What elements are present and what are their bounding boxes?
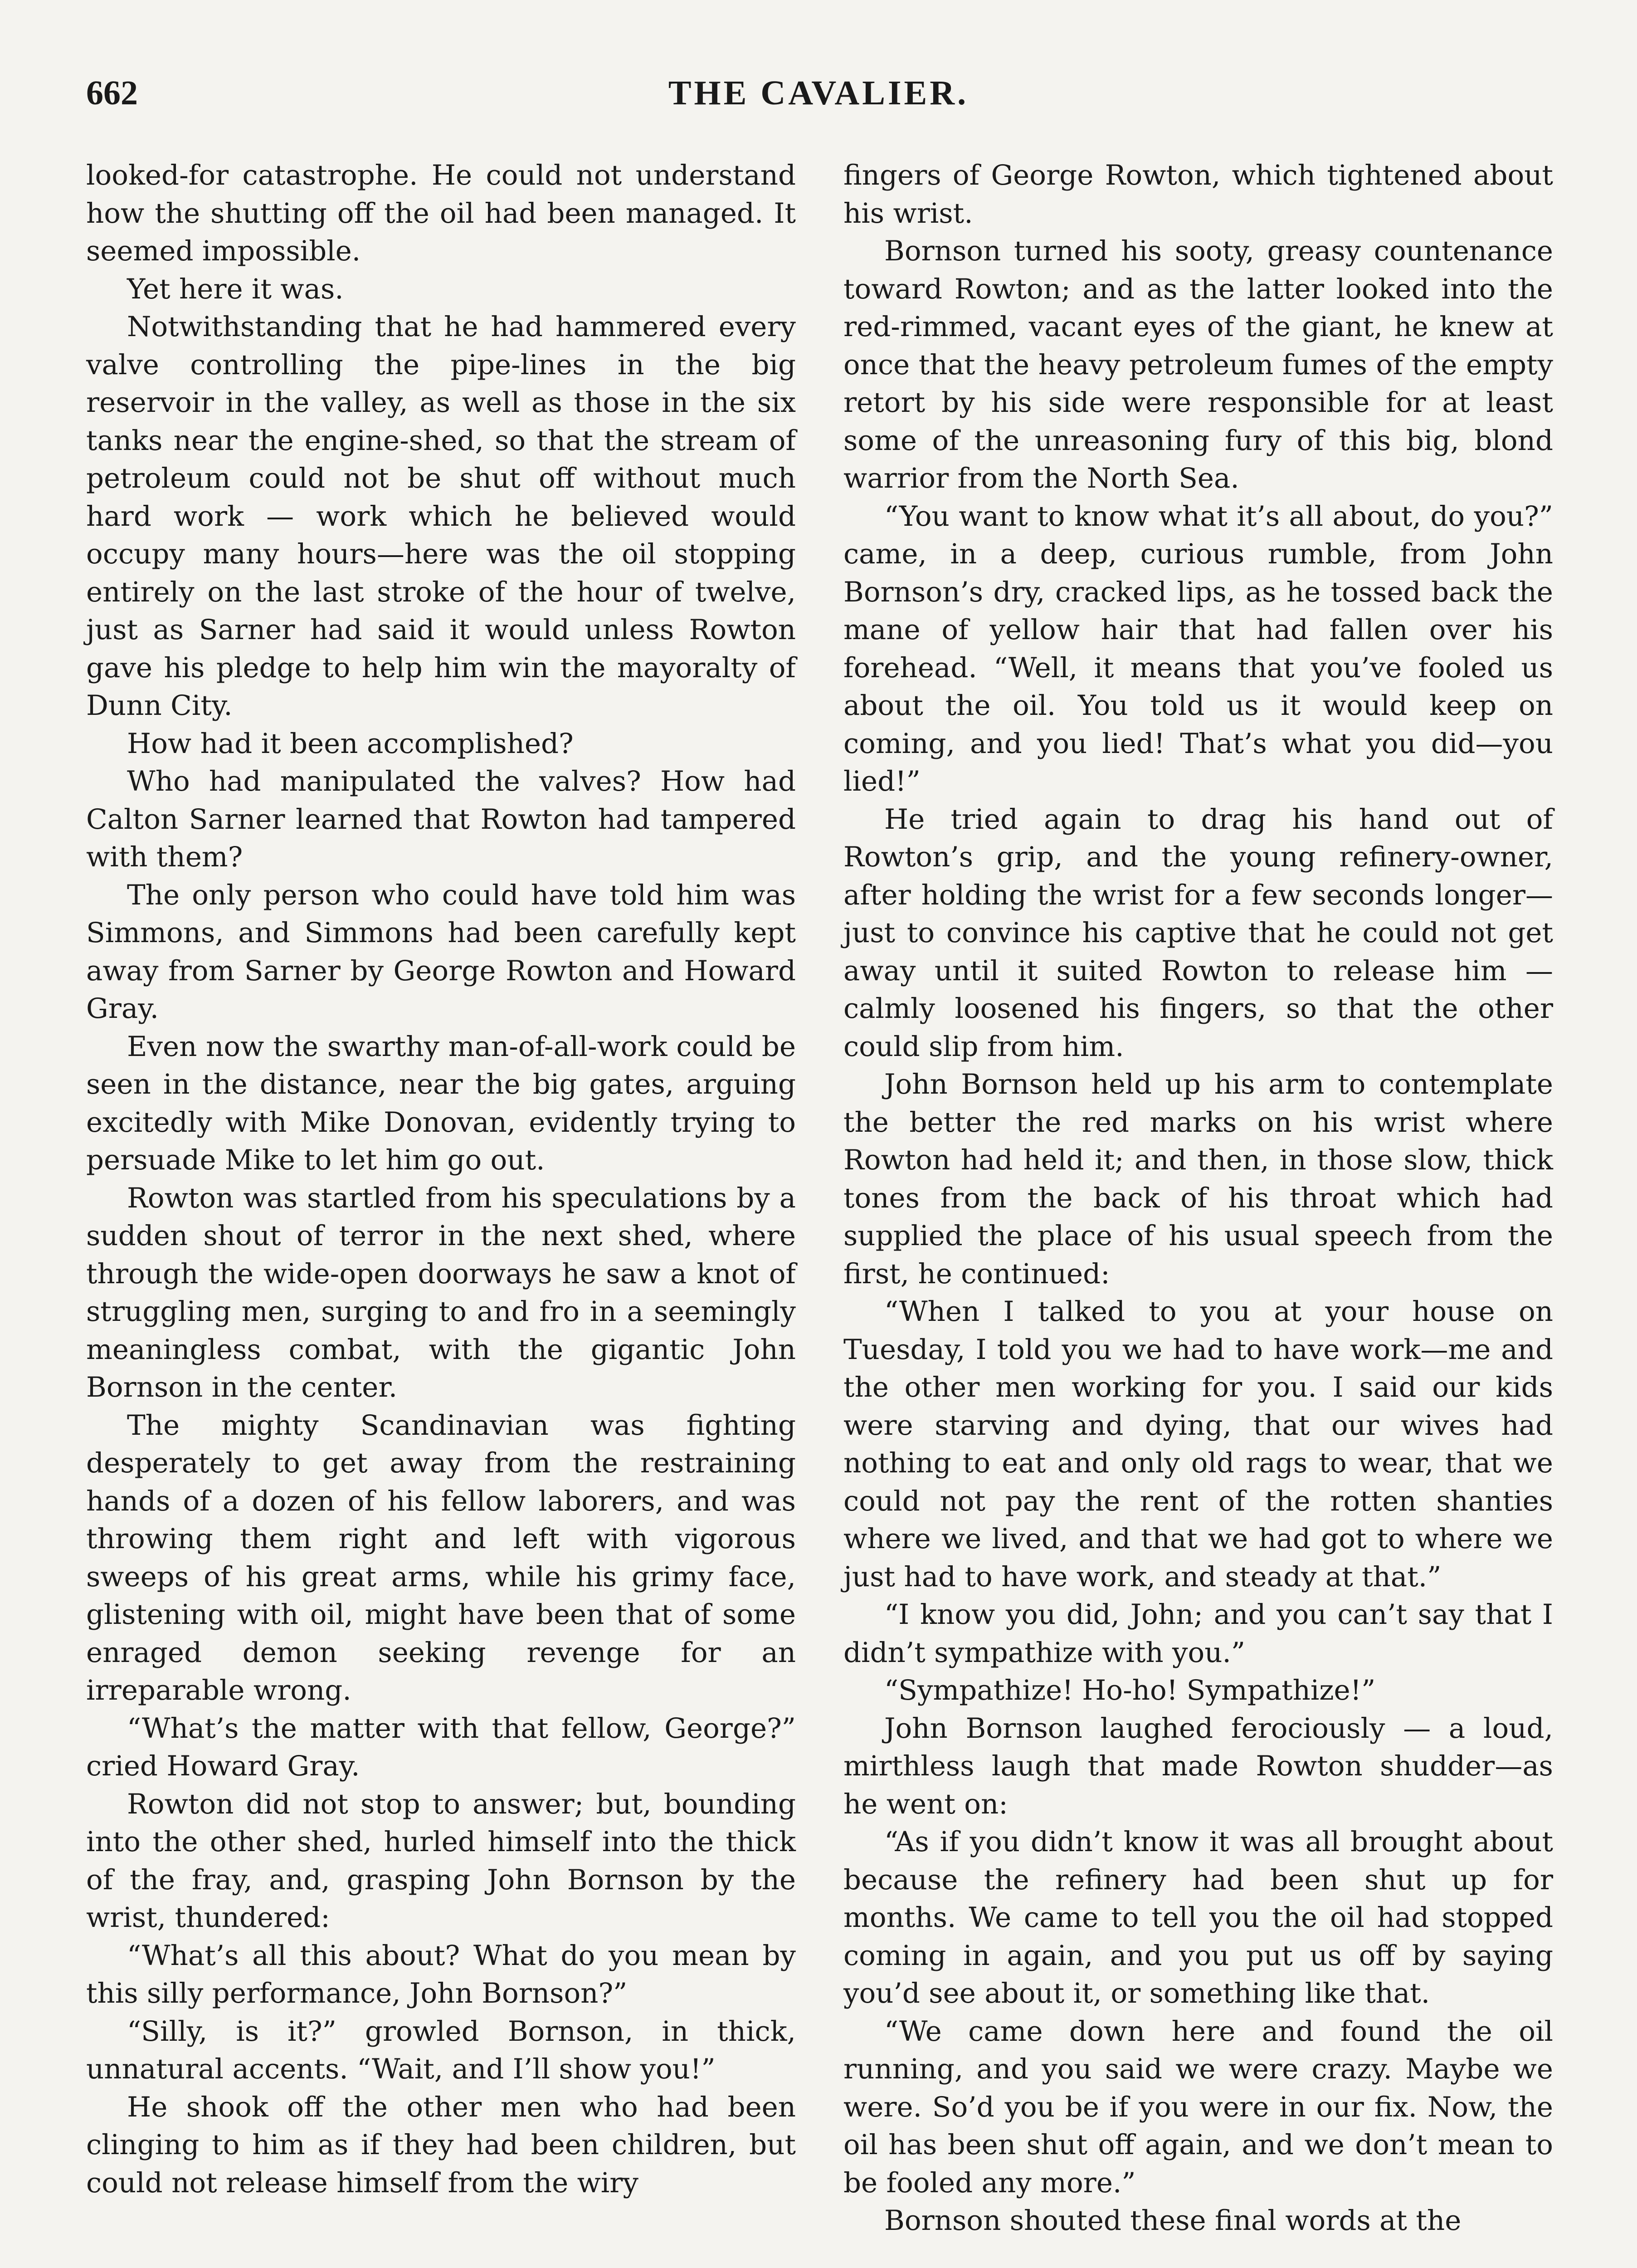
paragraph: “Sympathize! Ho-ho! Sympathize!” [884, 1674, 1376, 1706]
paragraph: “What’s all this about? What do you mean by this silly performance, John Bornson?” [86, 1939, 796, 2009]
paragraph: The mighty Scandinavian was fighting desperately to get away from the restraining hands of a dozen of his fellow laborers, and was throwing them right and left with vigorous sweeps of his great arms, while his grimy face, glistening with oil, might have been that of some enraged demon seeking revenge for an irreparable wrong. [86, 1409, 796, 1706]
paragraph: How had it been accomplished? [127, 727, 574, 760]
paragraph: looked-for catastrophe. He could not understand how the shutting off the oil had been managed. It seemed impossible. [86, 159, 796, 267]
right-column [843, 156, 1553, 2240]
paragraph: “When I talked to you at your house on Tuesday, I told you we had to have work—me and the other men working for you. I said our kids were starving and dying, that our wives had nothing to eat and only old rags to wear, that we could not pay the rent of the rotten shanties where we lived, and that we had got to where we just had to have work, and steady at that.” [843, 1295, 1553, 1593]
paragraph: Yet here it was. [127, 273, 344, 305]
paragraph: “What’s the matter with that fellow, George?” cried Howard Gray. [86, 1712, 796, 1782]
paragraph: He shook off the other men who had been clinging to him as if they had been children, but could not release himself from the wiry [86, 2091, 796, 2199]
paragraph: “Silly, is it?” growled Bornson, in thick, unnatural accents. “Wait, and I’ll show you!” [86, 2015, 796, 2085]
paragraph: John Bornson held up his arm to contemplate the better the red marks on his wrist where Rowton had held it; and then, in those slow, thick tones from the back of his throat which had supplied the place of his usual speech from the first, he continued: [843, 1068, 1553, 1290]
running-title: THE CAVALIER. [668, 74, 969, 112]
paragraph: Bornson turned his sooty, greasy countenance toward Rowton; and as the latter looked into the red-rimmed, vacant eyes of the giant, he knew at once that the heavy petroleum fumes of the empty retort by his side were responsible for at least some of the unreasoning fury of this big, blond warrior from the North Sea. [843, 235, 1553, 494]
paragraph: Who had manipulated the valves? How had Calton Sarner learned that Rowton had tampered with them? [86, 765, 796, 873]
paragraph: Notwithstanding that he had hammered every valve controlling the pipe-lines in the big reservoir in the valley, as well as those in the six tanks near the engine-shed, so that the stream of petroleum could not be shut off without much hard work — work which he believed would occupy many hours—here was the oil stopping entirely on the last stroke of the hour of twelve, just as Sarner had said it would unless Rowton gave his pledge to help him win the mayoralty of Dunn City. [86, 311, 796, 722]
paragraph: “As if you didn’t know it was all brought about because the refinery had been shut up for months. We came to tell you the oil had stopped coming in again, and you put us off by saying you’d see about it, or something like that. [843, 1826, 1553, 2009]
left-column [86, 156, 796, 2202]
page-header [86, 68, 1551, 118]
paragraph: “We came down here and found the oil running, and you said we were crazy. Maybe we were. So’d you be if you were in our fix. Now, the oil has been shut off again, and we don’t mean to be fooled any more.” [843, 2015, 1553, 2199]
paragraph: Bornson shouted these final words at the [884, 2204, 1462, 2237]
paragraph: John Bornson laughed ferociously — a loud, mirthless laugh that made Rowton shudder—as he went on: [843, 1712, 1553, 1820]
paragraph: Even now the swarthy man-of-all-work could be seen in the distance, near the big gates, arguing excitedly with Mike Donovan, evidently trying to persuade Mike to let him go out. [86, 1030, 796, 1176]
paragraph: The only person who could have told him was Simmons, and Simmons had been carefully kept away from Sarner by George Rowton and Howard Gray. [86, 879, 796, 1025]
paragraph: Rowton did not stop to answer; but, bounding into the other shed, hurled himself into the thick of the fray, and, grasping John Bornson by the wrist, thundered: [86, 1788, 796, 1934]
paragraph: fingers of George Rowton, which tightened about his wrist. [843, 159, 1553, 230]
paragraph: “You want to know what it’s all about, do you?” came, in a deep, curious rumble, from John Bornson’s dry, cracked lips, as he tossed back the mane of yellow hair that had fallen over his forehead. “Well, it means that you’ve fooled us about the oil. You told us it would keep on coming, and you lied! That’s what you did—you lied!” [843, 500, 1553, 797]
paragraph: “I know you did, John; and you can’t say that I didn’t sympathize with you.” [843, 1598, 1553, 1669]
paragraph: Rowton was startled from his speculations by a sudden shout of terror in the next shed, where through the wide-open doorways he saw a knot of struggling men, surging to and fro in a seemingly meaningless combat, with the gigantic John Bornson in the center. [86, 1182, 796, 1403]
paragraph: He tried again to drag his hand out of Rowton’s grip, and the young refinery-owner, after holding the wrist for a few seconds longer—just to convince his captive that he could not get away until it suited Rowton to release him — calmly loosened his fingers, so that the other could slip from him. [843, 803, 1553, 1063]
page-number: 662 [86, 74, 138, 112]
